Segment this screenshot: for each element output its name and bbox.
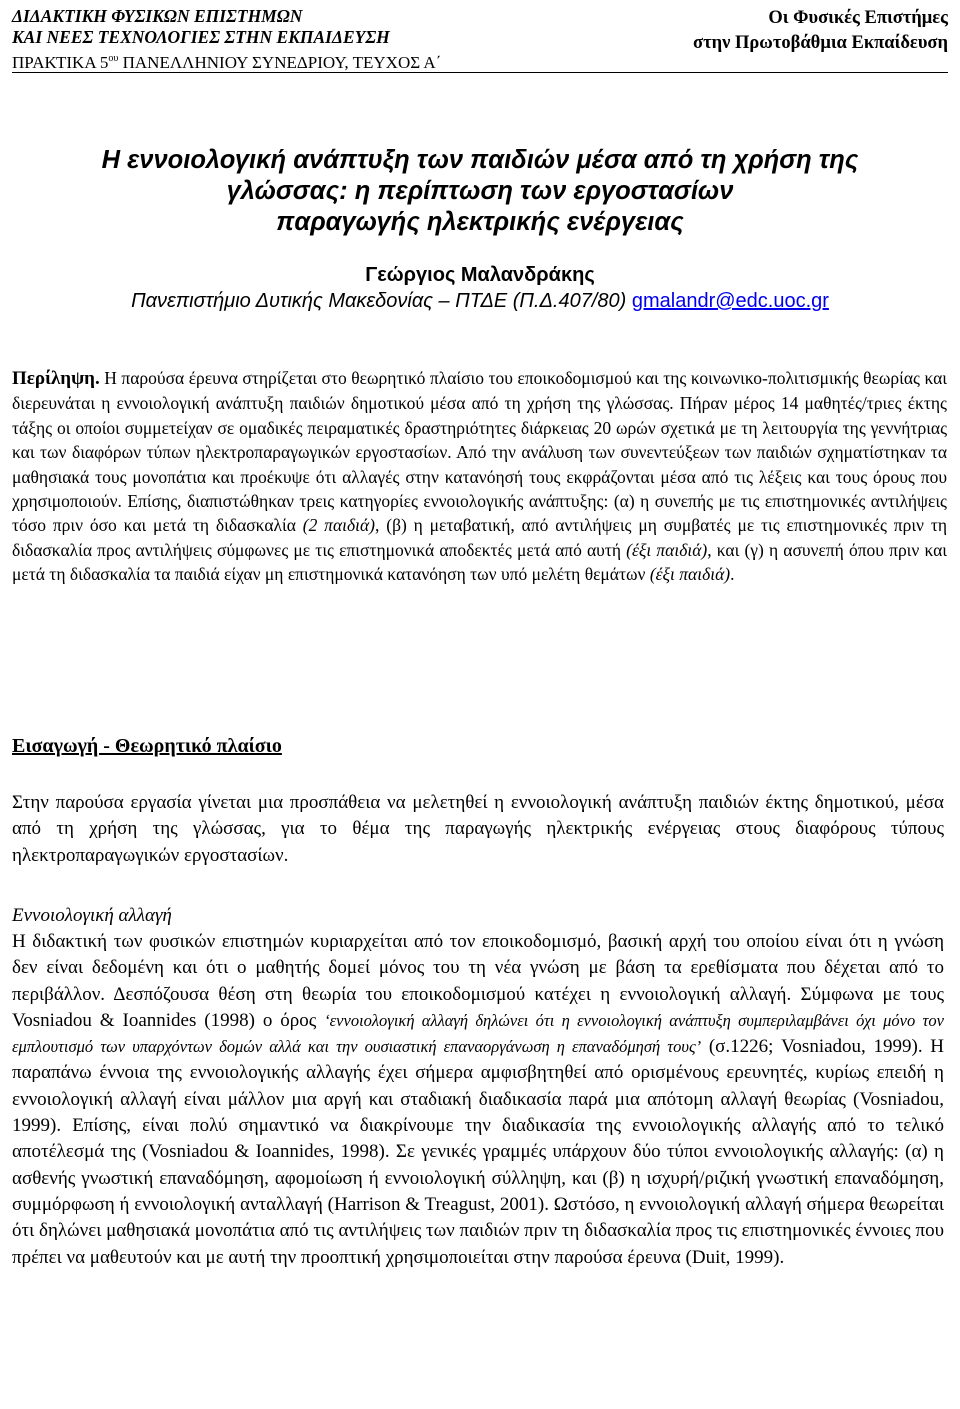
header-left-line3-sup: ου — [108, 53, 119, 64]
header-right-line1: Οι Φυσικές Επιστήμες — [768, 8, 948, 28]
header-left-line1: ΔΙΔΑΚΤΙΚΗ ΦΥΣΙΚΩΝ ΕΠΙΣΤΗΜΩΝ — [12, 6, 303, 26]
abstract — [12, 366, 947, 587]
header-left-line3 — [12, 48, 441, 73]
section-heading-intro: Εισαγωγή - Θεωρητικό πλαίσιο — [12, 735, 282, 757]
title-line3: παραγωγής ηλεκτρικής ενέργειας — [276, 208, 684, 236]
abstract-italic-1: (2 παιδιά) — [302, 515, 376, 536]
abstract-label: Περίληψη. — [12, 368, 100, 389]
header-right-line2: στην Πρωτοβάθμια Εκπαίδευση — [693, 33, 948, 53]
author-affiliation — [0, 289, 960, 314]
intro-paragraph-1: Στην παρούσα εργασία γίνεται μια προσπάθεια να μελετηθεί η εννοιολογική ανάπτυξη παιδιών έκτης δημοτικού, μέσα από τη χρήση της γλώσσας, για το θέμα της παραγωγής ηλεκτρικής ενέργειας στους διαφόρους τύπους ηλεκτροπαραγωγικών εργοστασίων. — [12, 792, 944, 866]
running-header — [12, 6, 948, 73]
p2-text-b: (σ.1226; Vosniadou, 1999). Η παραπάνω έννοια της εννοιολογικής αλλαγής έχει σήμερα αμφισβητηθεί από ορισμένους ερευνητές, κυρίως επειδή η εννοιολογική αλλαγή είναι μάλλον μια αργή και σταδιακή διαδικασία παρά μια απότομη αλλαγή θεωρίας (Vosniadou, 1999). Επίσης, είναι πολύ σημαντικό να διακρίνουμε την διαδικασία της εννοιολογικής αλλαγής από το τελικό αποτέλεσμά της (Vosniadou & Ioannides, 1998). Σε γενικές γραμμές υπάρχουν δύο τύποι εννοιολογικής αλλαγής: (α) η ασθενής γνωστική επαναδόμηση, αφομοίωση ή εννοιολογική σύλληψη, και (β) η ισχυρή/ριζική γνωστική επαναδόμηση, συμμόρφωση ή εννοιολογική ανταλλαγή (Harrison & Treagust, 2001). Ωστόσο, η εννοιολογική αλλαγή σήμερα θεωρείται ότι δηλώνει μαθησιακά μονοπάτια από τις αντιλήψεις των παιδιών πριν τη διδασκαλία προς τις επιστημονικές έννοιες που πρέπει να μαθευτούν και με αυτή την προοπτική χρησιμοποιείται στην παρούσα έρευνα (Duit, 1999). — [12, 1036, 944, 1268]
header-left-line3-a: ΠΡΑΚΤΙΚΑ 5 — [12, 53, 109, 72]
abstract-italic-3: (έξι παιδιά) — [649, 564, 731, 585]
affiliation-text: Πανεπιστήμιο Δυτικής Μακεδονίας – ΠΤΔΕ (Π.Δ.407/80) — [131, 290, 632, 312]
abstract-text-1: Η παρούσα έρευνα στηρίζεται στο θεωρητικό πλαίσιο του εποικοδομισμού και της κοινωνικο-πολιτισμικής θεωρίας και διερευνάται η εννοιολογική ανάπτυξη παιδιών δημοτικού μέσα από τη χρήση της γλώσσας. Πήραν μέρος 14 μαθητές/τριες έκτης τάξης οι οποίοι συμμετείχαν σε ομαδικές πειραματικές δραστηριότητες διάρκειας 20 ωρών σχετικά με τη λειτουργία της γεννήτριας και των διαφόρων τύπων ηλεκτροπαραγωγικών εργοστασίων. Από την ανάλυση των συνεντεύξεων των παιδιών σχηματίστηκαν τα μαθησιακά τους μονοπάτια και προέκυψε ότι αλλαγές στην κατανόησή τους εκφράζονται μέσα από τις λέξεις και τους όρους που χρησιμοποιούν. Επίσης, διαπιστώθηκαν τρεις κατηγορίες εννοιολογικής ανάπτυξης: (α) η συνεπής με τις επιστημονικές αντιλήψεις τόσο πριν όσο και μετά τη διδασκαλία — [12, 368, 947, 536]
author-name: Γεώργιος Μαλανδράκης — [365, 264, 595, 286]
intro-paragraph-2 — [12, 929, 944, 1271]
p2-quote: ‘εννοιολογική αλλαγή δηλώνει ότι η εννοιολογική ανάπτυξη συμπεριλαμβάνει όχι μόνο τον εμπλουτισμό των υπαρχόντων δομών αλλά και την ουσιαστική επαναοργάνωση η επαναδόμησή τους’ — [12, 1010, 945, 1057]
email-link[interactable]: gmalandr@edc.uoc.gr — [631, 290, 829, 312]
abstract-text-4: . — [730, 564, 735, 585]
p2-text-a: Η διδακτική των φυσικών επιστημών κυριαρχείται από τον εποικοδομισμό, βασική αρχή του οποίου είναι ότι η γνώση δεν είναι δεδομένη και ότι ο μαθητής δομεί μόνος του τη νέα γνώση με βάση τα ερεθίσματα που δέχεται από το περιβάλλον. Δεσπόζουσα θέση στη θεωρία του εποικοδομισμού κατέχει η εννοιολογική αλλαγή. Σύμφωνα με τους Vosniadou & Ioannides (1998) ο όρος — [12, 931, 944, 1031]
header-journal — [693, 6, 948, 56]
paper-title — [0, 145, 960, 238]
title-line1: Η εννοιολογική ανάπτυξη των παιδιών μέσα από τη χρήση της — [101, 146, 859, 174]
abstract-text-2: , (β) η μεταβατική, από αντιλήψεις μη συμβατές με τις επιστημονικές πριν τη διδασκαλία προς αντιλήψεις σύμφωνες με τις επιστημονικά αποδεκτές μετά από αυτή — [12, 515, 948, 560]
header-proceedings — [12, 6, 441, 73]
abstract-text-3: , και (γ) η ασυνεπή όπου πριν και μετά τη διδασκαλία τα παιδιά είχαν μη επιστημονικά κατανόηση των υπό μελέτη θεμάτων — [12, 539, 947, 585]
title-line2: γλώσσας: η περίπτωση των εργοστασίων — [226, 177, 734, 205]
header-left-line2: ΚΑΙ ΝΕΕΣ ΤΕΧΝΟΛΟΓΙΕΣ ΣΤΗΝ ΕΚΠΑΙΔΕΥΣΗ — [12, 27, 390, 47]
subsection-heading-conceptual-change: Εννοιολογική αλλαγή — [12, 905, 172, 926]
abstract-italic-2: (έξι παιδιά) — [626, 539, 708, 560]
header-left-line3-b: ΠΑΝΕΛΛΗΝΙΟΥ ΣΥΝΕΔΡΙΟΥ, ΤΕΥΧΟΣ Α΄ — [118, 53, 442, 72]
